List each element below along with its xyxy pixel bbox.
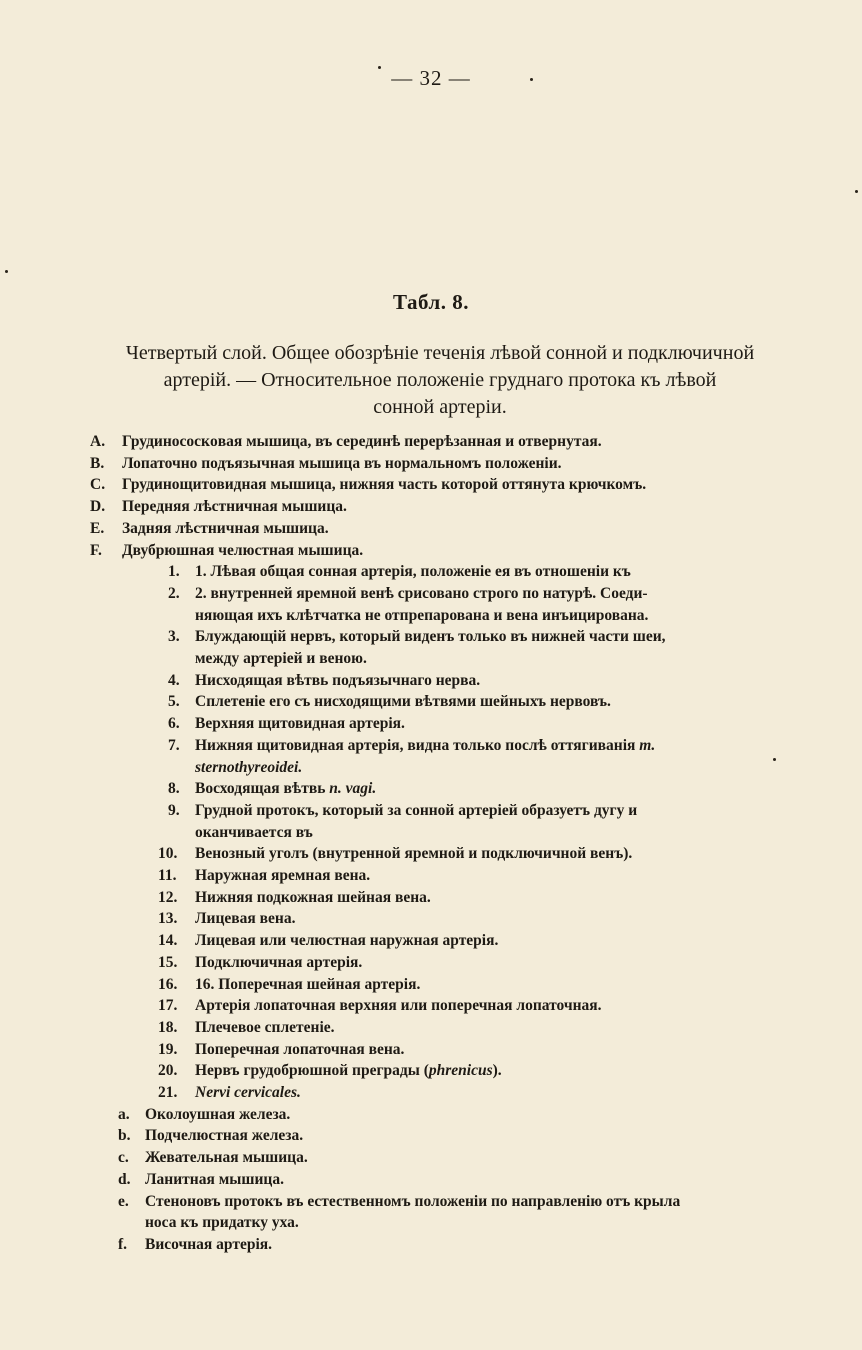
item-text: Лопаточно подъязычная мышица въ нормальномъ положеніи. [122,454,562,472]
item-text: sternothyreoidei. [195,758,303,776]
item-text: няющая ихъ клѣтчатка не отпрепарована и вена инъицирована. [195,606,649,624]
item-label: 6. [168,715,180,733]
table-title: Табл. 8. [393,290,469,314]
item-text: Околоушная железа. [145,1105,291,1123]
item-text: Нижняя щитовидная артерія, видна только послѣ оттягиванія m. [195,736,656,754]
item-text: Венозный уголъ (внутренной яремной и подключичной венъ). [195,845,633,863]
item-label: C. [90,476,106,494]
subtitle-line: артерій. — Относительное положеніе груднаго протока къ лѣвой [163,369,717,391]
item-label: a. [118,1105,130,1123]
item-text: Поперечная лопаточная вена. [195,1040,405,1058]
item-label: F. [90,541,102,559]
item-label: 20. [158,1062,178,1080]
item-label: 10. [158,845,178,863]
item-label: D. [90,498,106,516]
item-label: 18. [158,1018,178,1036]
item-text: Подчелюстная железа. [145,1127,304,1145]
item-text: Задняя лѣстничная мышица. [122,519,329,537]
item-text: 1. Лѣвая общая сонная артерія, положеніе ея въ отношеніи къ [195,563,631,581]
item-label: d. [118,1170,131,1188]
item-label: 12. [158,888,178,906]
item-text: Nervi cervicales. [195,1084,301,1101]
item-label: 15. [158,953,178,971]
item-text: Лицевая или челюстная наружная артерія. [195,932,499,950]
item-label: 1. [168,563,180,581]
item-text: Нервъ грудобрюшной преграды (phrenicus). [195,1062,502,1080]
item-label: f. [118,1235,128,1253]
item-text: Подключичная артерія. [195,953,363,971]
item-text: Сплетеніе его съ нисходящими вѣтвями шейныхъ нервовъ. [195,693,611,711]
item-label: B. [90,454,105,472]
item-label: 13. [158,910,178,928]
item-text: Наружная яремная вена. [195,867,371,884]
item-text: 16. Поперечная шейная артерія. [195,975,421,993]
item-text: оканчивается въ [195,823,313,841]
item-text: Двубрюшная челюстная мышица. [122,541,364,559]
item-label: 3. [168,628,180,646]
item-text: Лицевая вена. [195,910,296,928]
item-label: 8. [168,780,180,798]
item-text: Стеноновъ протокъ въ естественномъ положеніи по направленію отъ крыла [145,1192,681,1210]
item-label: 21. [158,1084,178,1101]
subtitle-line: сонной артеріи. [373,396,507,418]
item-text: между артеріей и веною. [195,650,367,667]
ink-speck [378,66,381,69]
item-label: 2. [168,584,180,602]
item-label: 16. [158,975,178,993]
item-text: Блуждающій нервъ, который виденъ только въ нижней части шеи, [195,628,666,646]
ink-speck [773,758,776,761]
item-label: c. [118,1149,129,1167]
item-text: 2. внутренней яремной венѣ срисовано строго по натурѣ. Соеди- [195,584,648,602]
table-subtitle [60,340,820,421]
item-text: Нисходящая вѣтвь подъязычнаго нерва. [195,671,481,689]
page-number: — 32 — [391,66,471,90]
item-text: Передняя лѣстничная мышица. [122,498,347,516]
item-text: Нижняя подкожная шейная вена. [195,888,431,906]
ink-speck [855,190,858,193]
item-text: Грудной протокъ, который за сонной артеріей образуетъ дугу и [195,801,638,819]
item-text: носа къ придатку уха. [145,1214,299,1232]
subtitle-line: Четвертый слой. Общее обозрѣніе теченія лѣвой сонной и подключичной [125,342,755,364]
item-label: e. [118,1192,129,1210]
item-label: A. [90,433,106,450]
ink-speck [530,78,533,81]
item-text: Ланитная мышица. [145,1170,284,1188]
item-label: 5. [168,693,180,711]
item-label: 17. [158,997,178,1015]
item-text: Верхняя щитовидная артерія. [195,715,405,733]
item-text: Жевательная мышица. [145,1149,308,1167]
item-text: Артерія лопаточная верхняя или поперечная лопаточная. [195,997,602,1015]
item-label: b. [118,1127,131,1145]
item-label: 7. [168,736,180,754]
item-text: Плечевое сплетеніе. [195,1018,335,1036]
item-text: Грудинососкoвая мышица, въ серединѣ перерѣзанная и отвернутая. [122,433,602,450]
item-label: 9. [168,801,180,819]
item-label: 14. [158,932,178,950]
item-label: E. [90,519,105,537]
item-text: Височная артерія. [145,1235,273,1253]
item-text: Восходящая вѣтвь n. vagi. [195,780,377,798]
item-label: 19. [158,1040,178,1058]
item-label: 11. [158,867,177,884]
ink-speck [5,270,8,273]
item-text: Грудинощитовидная мышица, нижняя часть которой оттянута крючкомъ. [122,476,647,494]
item-label: 4. [168,671,180,689]
